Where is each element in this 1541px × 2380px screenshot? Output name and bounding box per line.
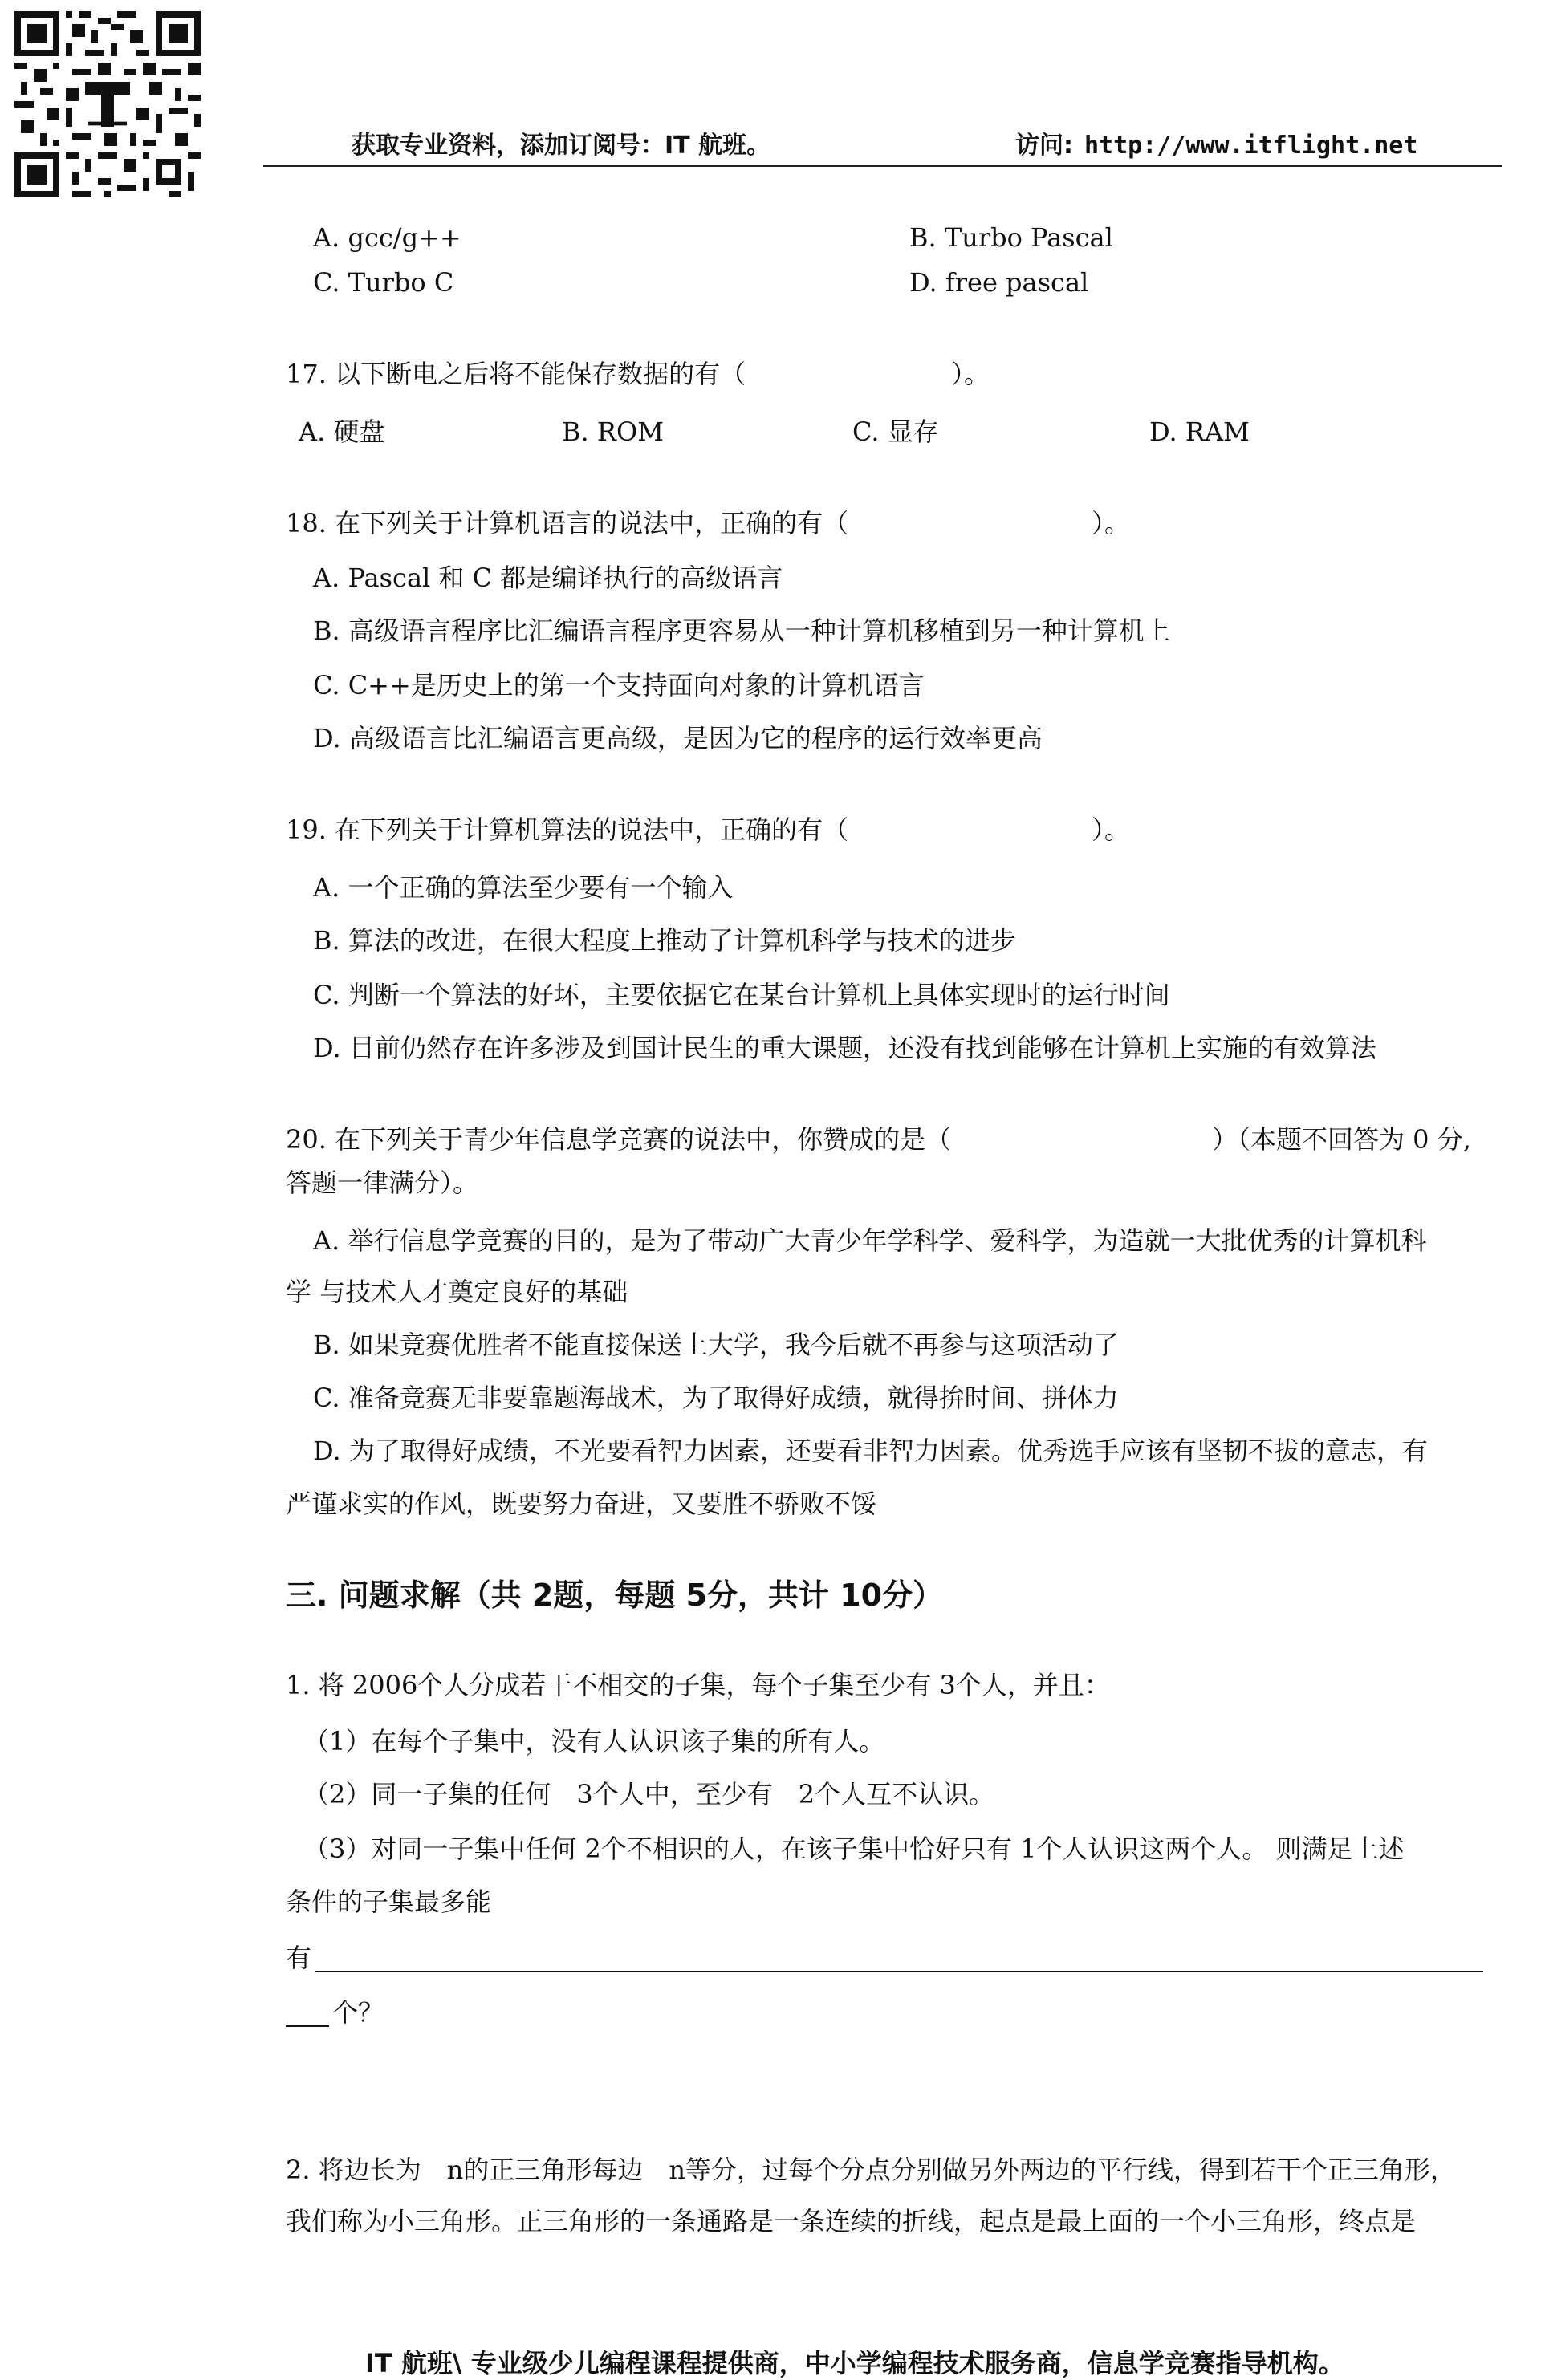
p1-answer-blank-cont	[286, 2025, 329, 2027]
footer-text: IT 航班\ 专业级少儿编程课程提供商，中小学编程技术服务商，信息学竞赛指导机构。	[365, 2348, 1344, 2378]
p1-line4: （3）对同一子集中任何 2个不相识的人，在该子集中恰好只有 1个人认识这两个人。 则满足上述	[303, 1834, 1405, 1864]
p1-answer-blank	[315, 1971, 1483, 1972]
q18-stem-end: ）。	[1092, 508, 1131, 538]
q17-option-a: A. 硬盘	[299, 416, 385, 447]
q20-option-c: C. 准备竞赛无非要靠题海战术，为了取得好成绩，就得拚时间、拼体力	[313, 1383, 1119, 1413]
p2-line2: 我们称为小三角形。正三角形的一条通路是一条连续的折线，起点是最上面的一个小三角形，终点是	[286, 2206, 1417, 2236]
p1-line1: 1. 将 2006个人分成若干不相交的子集，每个子集至少有 3个人，并且：	[286, 1670, 1110, 1700]
q19-stem: 19. 在下列关于计算机算法的说法中，正确的有（	[286, 814, 849, 845]
p1-line3: （2）同一子集的任何 3个人中，至少有 2个人互不认识。	[303, 1779, 995, 1809]
q18-option-c: C. C++是历史上的第一个支持面向对象的计算机语言	[313, 670, 925, 701]
q17-stem: 17. 以下断电之后将不能保存数据的有（	[286, 359, 746, 389]
q16-option-b: B. Turbo Pascal	[909, 222, 1113, 253]
q20-stem: 20. 在下列关于青少年信息学竞赛的说法中，你赞成的是（	[286, 1124, 952, 1155]
q19-option-b: B. 算法的改进，在很大程度上推动了计算机科学与技术的进步	[313, 925, 1016, 956]
p1-line5: 条件的子集最多能	[286, 1887, 492, 1917]
q19-stem-end: ）。	[1092, 814, 1131, 845]
header-visit	[1015, 125, 1417, 160]
q16-option-a: A. gcc/g++	[313, 222, 461, 253]
q17-option-c: C. 显存	[852, 416, 939, 447]
p1-line7: 个？	[332, 1997, 384, 2028]
p2-line1: 2. 将边长为 n的正三角形每边 n等分，过每个分点分别做另外两边的平行线，得到若干个正三角形，	[286, 2155, 1456, 2185]
q18-option-d: D. 高级语言比汇编语言更高级，是因为它的程序的运行效率更高	[313, 723, 1043, 753]
q19-option-c: C. 判断一个算法的好坏，主要依据它在某台计算机上具体实现时的运行时间	[313, 980, 1170, 1010]
q20-option-d-line2: 严谨求实的作风，既要努力奋进，又要胜不骄败不馁	[286, 1489, 877, 1519]
q20-option-a-line1: A. 举行信息学竞赛的目的，是为了带动广大青少年学科学、爱科学，为造就一大批优秀的计算机科	[313, 1225, 1427, 1256]
qr-code-image	[14, 11, 201, 197]
q18-stem: 18. 在下列关于计算机语言的说法中，正确的有（	[286, 508, 849, 538]
q16-option-d: D. free pascal	[909, 267, 1089, 298]
q17-option-b: B. ROM	[562, 416, 664, 447]
header-url-link[interactable]: http://www.itflight.net	[1084, 132, 1418, 160]
p1-line2: （1）在每个子集中，没有人认识该子集的所有人。	[303, 1726, 885, 1757]
q16-option-c: C. Turbo C	[313, 267, 454, 298]
header-visit-label: 访问:	[1015, 132, 1073, 160]
header-divider	[263, 165, 1502, 167]
q20-stem-end: ）（本题不回答为 0 分,	[1212, 1124, 1471, 1155]
q19-option-d: D. 目前仍然存在许多涉及到国计民生的重大课题，还没有找到能够在计算机上实施的有效算法	[313, 1033, 1376, 1063]
q18-option-b: B. 高级语言程序比汇编语言程序更容易从一种计算机移植到另一种计算机上	[313, 615, 1170, 646]
q20-stem-line2: 答题一律满分）。	[286, 1168, 479, 1198]
q19-option-a: A. 一个正确的算法至少要有一个输入	[313, 872, 734, 903]
q20-option-d-line1: D. 为了取得好成绩，不光要看智力因素，还要看非智力因素。优秀选手应该有坚韧不拔的意志，有	[313, 1436, 1428, 1466]
section3-title: 三. 问题求解（共 2题，每题 5分，共计 10分）	[286, 1578, 944, 1613]
q17-stem-end: ）。	[951, 359, 990, 389]
q20-option-b: B. 如果竞赛优胜者不能直接保送上大学，我今后就不再参与这项活动了	[313, 1330, 1119, 1360]
q18-option-a: A. Pascal 和 C 都是编译执行的高级语言	[313, 563, 783, 593]
q20-option-a-line2: 学 与技术人才奠定良好的基础	[286, 1277, 628, 1307]
q17-option-d: D. RAM	[1149, 416, 1250, 447]
header-subscribe-text: 获取专业资料，添加订阅号：IT 航班。	[352, 132, 771, 160]
p1-line6: 有	[286, 1943, 312, 1973]
